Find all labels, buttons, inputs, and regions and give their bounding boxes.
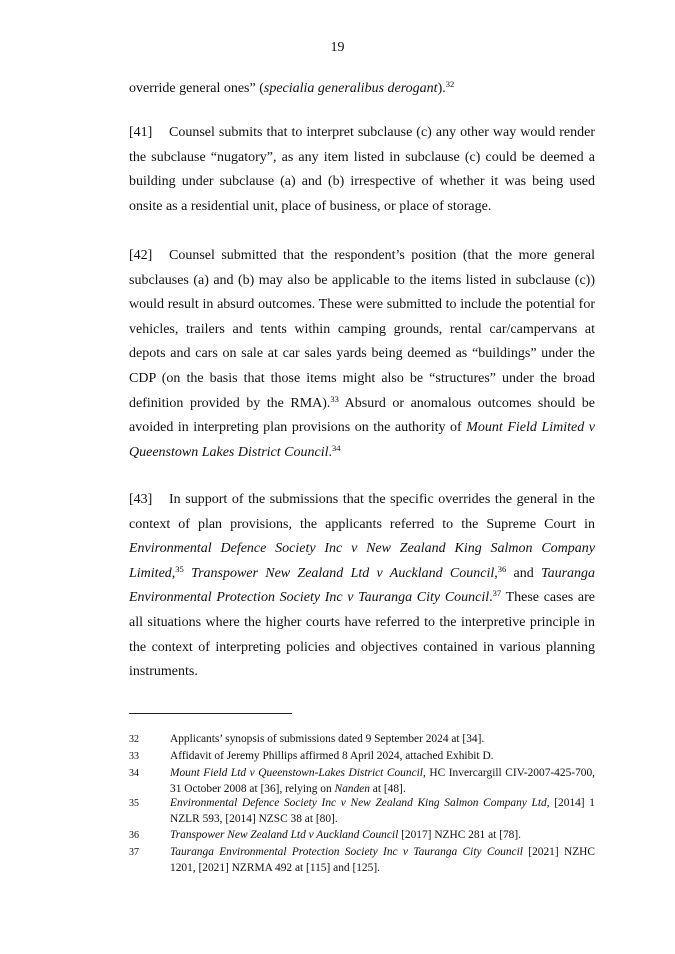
- footnote-number: 33: [129, 751, 139, 762]
- paragraph-41: [41] Counsel submits that to interpret subclause (c) any other way would render the subclause “nugatory”, as any item listed in subclause (c) could be deemed a building under subclause (a) and (b) irrespective of whether it was being used onsite as a residential unit, place of business, or place of storage.: [129, 121, 595, 219]
- footnote-ref-36[interactable]: 36: [497, 563, 507, 574]
- footnote-32: [129, 732, 595, 748]
- footnote-number: 34: [129, 768, 139, 779]
- paragraph-number: [42]: [129, 248, 153, 263]
- footnote-ref-35[interactable]: 35: [175, 563, 184, 574]
- footnote-34: [129, 766, 595, 797]
- footnote-text: Transpower New Zealand Ltd v Auckland Council [2017] NZHC 281 at [78].: [170, 829, 521, 841]
- footnote-ref-32[interactable]: 32: [445, 79, 455, 89]
- footnote-text: Applicants’ synopsis of submissions dated 9 September 2024 at [34].: [170, 733, 485, 745]
- footnote-text: Mount Field Ltd v Queenstown-Lakes District Council, HC Invercargill CIV-2007-425-700, 31 October 2008 at [36], relying on Nanden at [48].: [170, 767, 595, 795]
- page-number: 19: [330, 40, 345, 55]
- footnote-number: 35: [129, 798, 139, 809]
- footnote-text: Affidavit of Jeremy Phillips affirmed 8 April 2024, attached Exhibit D.: [170, 750, 494, 762]
- footnote-text: Environmental Defence Society Inc v New Zealand King Salmon Company Ltd, [2014] 1 NZLR 593, [2014] NZSC 38 at [80].: [170, 797, 595, 825]
- footnote-text: Tauranga Environmental Protection Society Inc v Tauranga City Council [2021] NZHC 1201, [2021] NZRMA 492 at [115] and [125].: [170, 846, 595, 874]
- footnote-ref-33[interactable]: 33: [330, 393, 339, 404]
- paragraph-number: [43]: [129, 492, 153, 507]
- footnote-37: [129, 845, 595, 876]
- paragraph-number: [41]: [129, 125, 153, 140]
- footnote-ref-37[interactable]: 37: [492, 588, 502, 599]
- footnote-35: [129, 796, 595, 827]
- paragraph-intro: override general ones” (specialia generalibus derogant).$^{32}$: [129, 79, 455, 96]
- footnote-33: [129, 749, 595, 765]
- footnote-number: 36: [129, 830, 139, 841]
- footnote-36: [129, 828, 595, 844]
- footnote-separator: [129, 713, 292, 714]
- footnote-number: 32: [129, 734, 139, 745]
- footnote-number: 37: [129, 847, 139, 858]
- paragraph-43: [43] In support of the submissions that the specific overrides the general in the context of plan provisions, the applicants referred to the Supreme Court in Environmental Defence Society Inc v New Zealand King Salmon Company Limited,$^{35}$ Transpower New Zealand Ltd v Auckland Council,$^{36}$ and Tauranga Environmental Protection Society Inc v Tauranga City Council.$^{37}$ These cases are all situations where the higher courts have referred to the interpretive principle in the context of interpreting policies and objectives contained in various planning instruments.: [129, 488, 595, 685]
- paragraph-42: [42] Counsel submitted that the respondent’s position (that the more general subclauses (a) and (b) may also be applicable to the items listed in subclause (c)) would result in absurd outcomes. These were submitted to include the potential for vehicles, trailers and tents within camping grounds, rental car/campervans at depots and cars on sale at car sales yards being deemed as “buildings” under the CDP (on the basis that those items might also be “structures” under the broad definition provided by the RMA).$^{33}$ Absurd or anomalous outcomes should be avoided in interpreting plan provisions on the authority of Mount Field Limited v Queenstown Lakes District Council.$^{34}$: [129, 244, 595, 465]
- footnote-ref-34[interactable]: 34: [332, 442, 341, 453]
